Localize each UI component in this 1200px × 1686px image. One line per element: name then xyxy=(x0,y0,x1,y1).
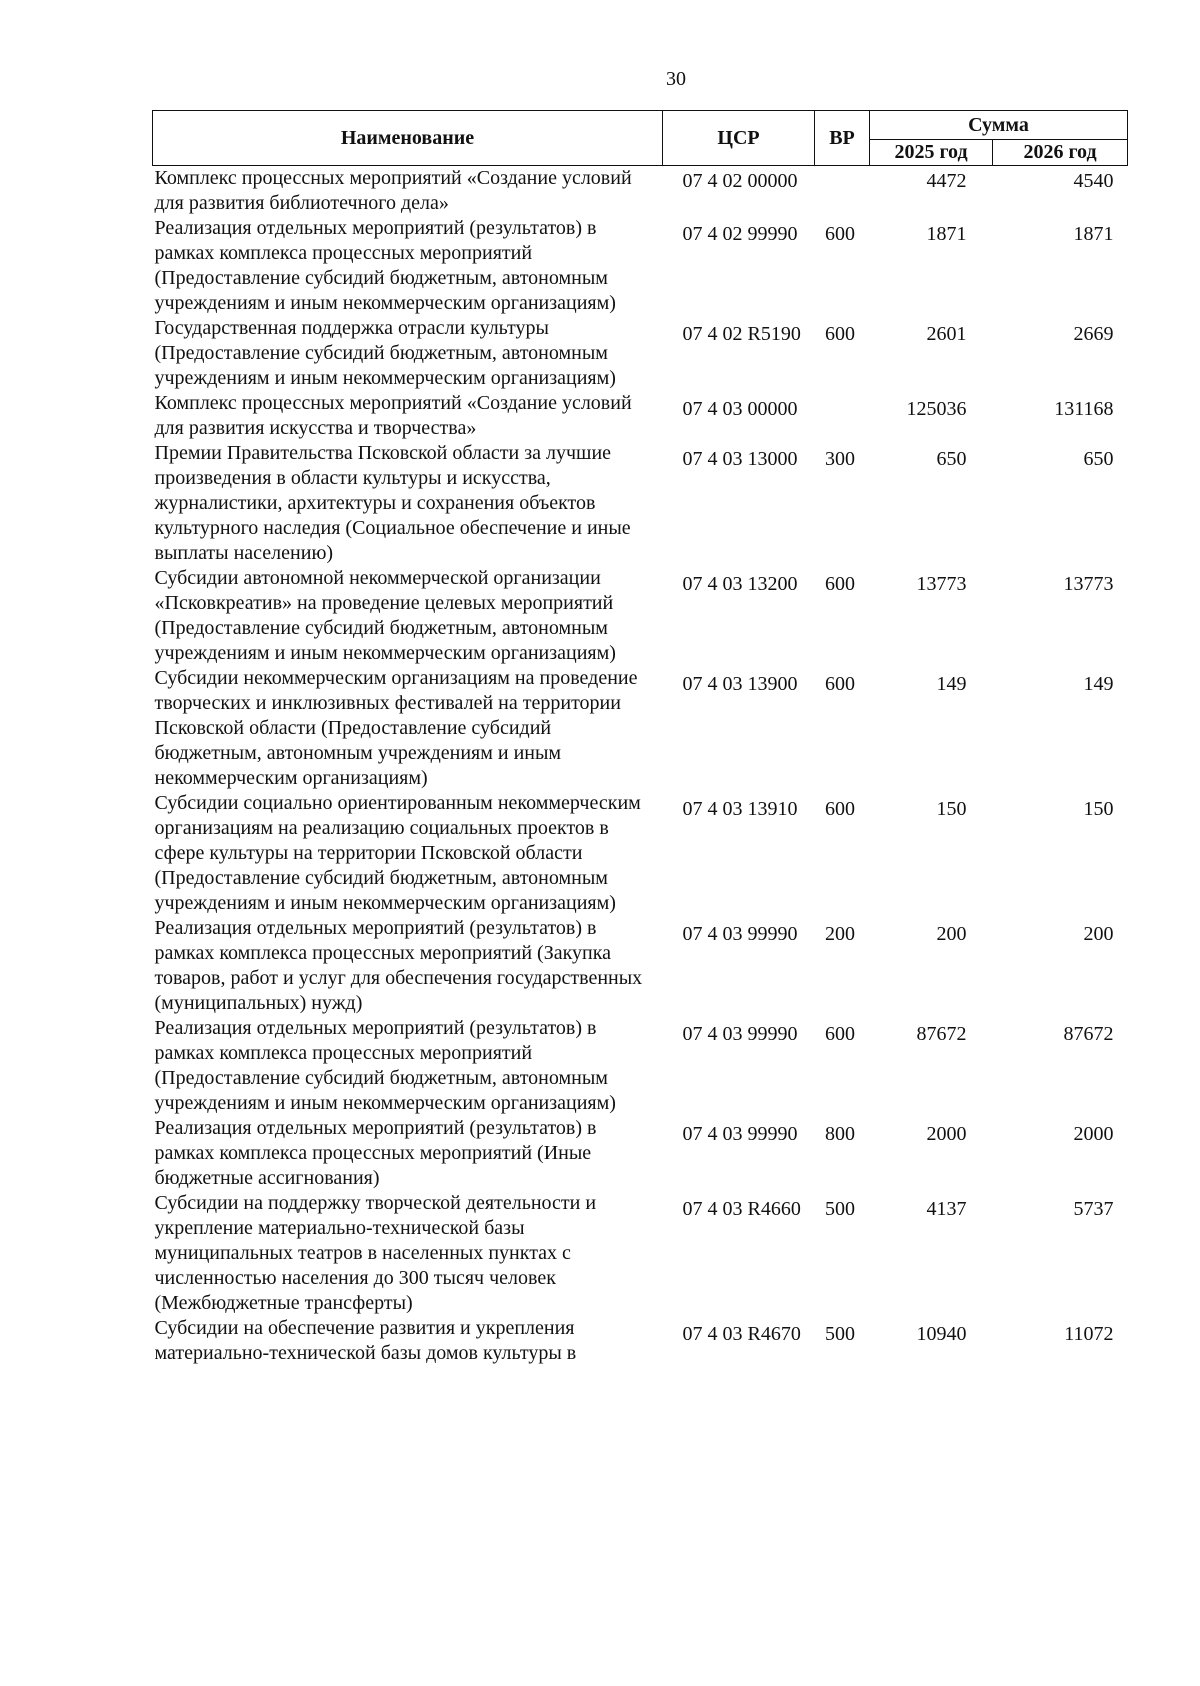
row-csr: 07 4 03 99990 xyxy=(682,923,798,945)
row-name: Субсидии автономной некоммерческой организации «Псковкреатив» на проведение целевых мероприятий (Предоставление субсидий бюджетным, автономным учреждениям и иным некоммерческим организациям) xyxy=(154,567,616,664)
row-sum-2025: 13773 xyxy=(916,573,967,595)
table-row xyxy=(153,1191,1128,1316)
table-row xyxy=(153,916,1128,1016)
row-sum-2025: 10940 xyxy=(916,1323,967,1345)
row-sum-2025: 650 xyxy=(936,448,967,470)
header-csr: ЦСР xyxy=(663,111,815,166)
table-row xyxy=(153,791,1128,916)
row-csr: 07 4 03 R4670 xyxy=(682,1323,801,1345)
row-vr: 300 xyxy=(825,448,855,470)
row-name: Комплекс процессных мероприятий «Создание условий для развития искусства и творчества» xyxy=(154,392,632,439)
row-csr: 07 4 02 00000 xyxy=(682,170,798,192)
row-vr: 600 xyxy=(825,673,855,695)
page-number: 30 xyxy=(666,68,686,90)
row-sum-2026: 87672 xyxy=(1063,1023,1114,1045)
row-name: Субсидии на поддержку творческой деятельности и укрепление материально-технической базы муниципальных театров в населенных пунктах с численностью населения до 300 тысяч человек (Межбюджетные трансферты) xyxy=(154,1192,597,1314)
row-csr: 07 4 03 13000 xyxy=(682,448,798,470)
row-sum-2025: 2601 xyxy=(926,323,967,345)
row-csr: 07 4 03 99990 xyxy=(682,1123,798,1145)
row-csr: 07 4 03 99990 xyxy=(682,1023,798,1045)
budget-table-container xyxy=(152,110,1127,1366)
row-vr: 600 xyxy=(825,798,855,820)
row-vr: 500 xyxy=(825,1198,855,1220)
table-header xyxy=(153,111,1128,166)
row-sum-2026: 2000 xyxy=(1073,1123,1114,1145)
table-row xyxy=(153,1316,1128,1366)
row-csr: 07 4 03 13900 xyxy=(682,673,798,695)
row-sum-2025: 125036 xyxy=(906,398,967,420)
table-row xyxy=(153,316,1128,391)
row-vr: 500 xyxy=(825,1323,855,1345)
table-row xyxy=(153,1116,1128,1191)
row-name: Комплекс процессных мероприятий «Создание условий для развития библиотечного дела» xyxy=(154,167,632,214)
row-csr: 07 4 02 99990 xyxy=(682,223,798,245)
row-sum-2026: 131168 xyxy=(1054,398,1114,420)
row-csr: 07 4 02 R5190 xyxy=(682,323,801,345)
row-vr xyxy=(815,391,870,441)
row-name: Субсидии на обеспечение развития и укрепления материально-технической базы домов культуры в xyxy=(154,1317,577,1364)
row-name: Государственная поддержка отрасли культуры (Предоставление субсидий бюджетным, автономным учреждениям и иным некоммерческим организациям) xyxy=(154,317,616,389)
row-vr: 800 xyxy=(825,1123,855,1145)
row-sum-2025: 2000 xyxy=(926,1123,967,1145)
table-row xyxy=(153,1016,1128,1116)
row-sum-2026: 2669 xyxy=(1073,323,1114,345)
row-csr: 07 4 03 13200 xyxy=(682,573,798,595)
header-sum: Сумма xyxy=(870,111,1128,140)
row-vr: 600 xyxy=(825,573,855,595)
table-row xyxy=(153,391,1128,441)
table-row xyxy=(153,441,1128,566)
row-csr: 07 4 03 R4660 xyxy=(682,1198,801,1220)
row-sum-2026: 650 xyxy=(1083,448,1114,470)
row-name: Реализация отдельных мероприятий (результатов) в рамках комплекса процессных мероприятий (Предоставление субсидий бюджетным, автономным учреждениям и иным некоммерческим организациям) xyxy=(154,217,616,314)
row-sum-2025: 1871 xyxy=(926,223,967,245)
row-vr: 200 xyxy=(825,923,855,945)
table-row xyxy=(153,566,1128,666)
row-vr: 600 xyxy=(825,223,855,245)
row-csr: 07 4 03 13910 xyxy=(682,798,798,820)
row-sum-2026: 11072 xyxy=(1064,1323,1114,1345)
header-year-2026: 2026 год xyxy=(993,140,1128,166)
row-name: Субсидии социально ориентированным некоммерческим организациям на реализацию социальных проектов в сфере культуры на территории Псковской области (Предоставление субсидий бюджетным, автономным учреждениям и иным некоммерческим организациям) xyxy=(154,792,641,914)
row-name: Реализация отдельных мероприятий (результатов) в рамках комплекса процессных мероприятий (Предоставление субсидий бюджетным, автономным учреждениям и иным некоммерческим организациям) xyxy=(154,1017,616,1114)
row-sum-2026: 5737 xyxy=(1073,1198,1114,1220)
row-vr: 600 xyxy=(825,323,855,345)
row-sum-2026: 149 xyxy=(1083,673,1114,695)
row-sum-2025: 149 xyxy=(936,673,967,695)
header-vr: ВР xyxy=(815,111,870,166)
row-sum-2025: 4137 xyxy=(926,1198,967,1220)
row-sum-2026: 150 xyxy=(1083,798,1114,820)
table-row xyxy=(153,216,1128,316)
row-name: Субсидии некоммерческим организациям на проведение творческих и инклюзивных фестивалей на территории Псковской области (Предоставление субсидий бюджетным, автономным учреждениям и иным некоммерческим организациям) xyxy=(154,667,638,789)
header-name: Наименование xyxy=(153,111,663,166)
row-name: Реализация отдельных мероприятий (результатов) в рамках комплекса процессных мероприятий (Закупка товаров, работ и услуг для обеспечения государственных (муниципальных) нужд) xyxy=(154,917,643,1014)
row-sum-2026: 1871 xyxy=(1073,223,1114,245)
header-year-2025: 2025 год xyxy=(870,140,993,166)
row-sum-2026: 200 xyxy=(1083,923,1114,945)
row-vr: 600 xyxy=(825,1023,855,1045)
budget-table xyxy=(152,110,1128,1366)
row-sum-2025: 150 xyxy=(936,798,967,820)
row-sum-2025: 87672 xyxy=(916,1023,967,1045)
table-row xyxy=(153,166,1128,217)
table-row xyxy=(153,666,1128,791)
row-sum-2025: 4472 xyxy=(926,170,967,192)
row-name: Премии Правительства Псковской области за лучшие произведения в области культуры и искусства, журналистики, архитектуры и сохранения объектов культурного наследия (Социальное обеспечение и иные выплаты населению) xyxy=(154,442,631,564)
row-csr: 07 4 03 00000 xyxy=(682,398,798,420)
row-vr xyxy=(815,166,870,217)
row-sum-2026: 13773 xyxy=(1063,573,1114,595)
row-sum-2025: 200 xyxy=(936,923,967,945)
row-name: Реализация отдельных мероприятий (результатов) в рамках комплекса процессных мероприятий (Иные бюджетные ассигнования) xyxy=(154,1117,597,1189)
table-body xyxy=(153,166,1128,1367)
row-sum-2026: 4540 xyxy=(1073,170,1114,192)
